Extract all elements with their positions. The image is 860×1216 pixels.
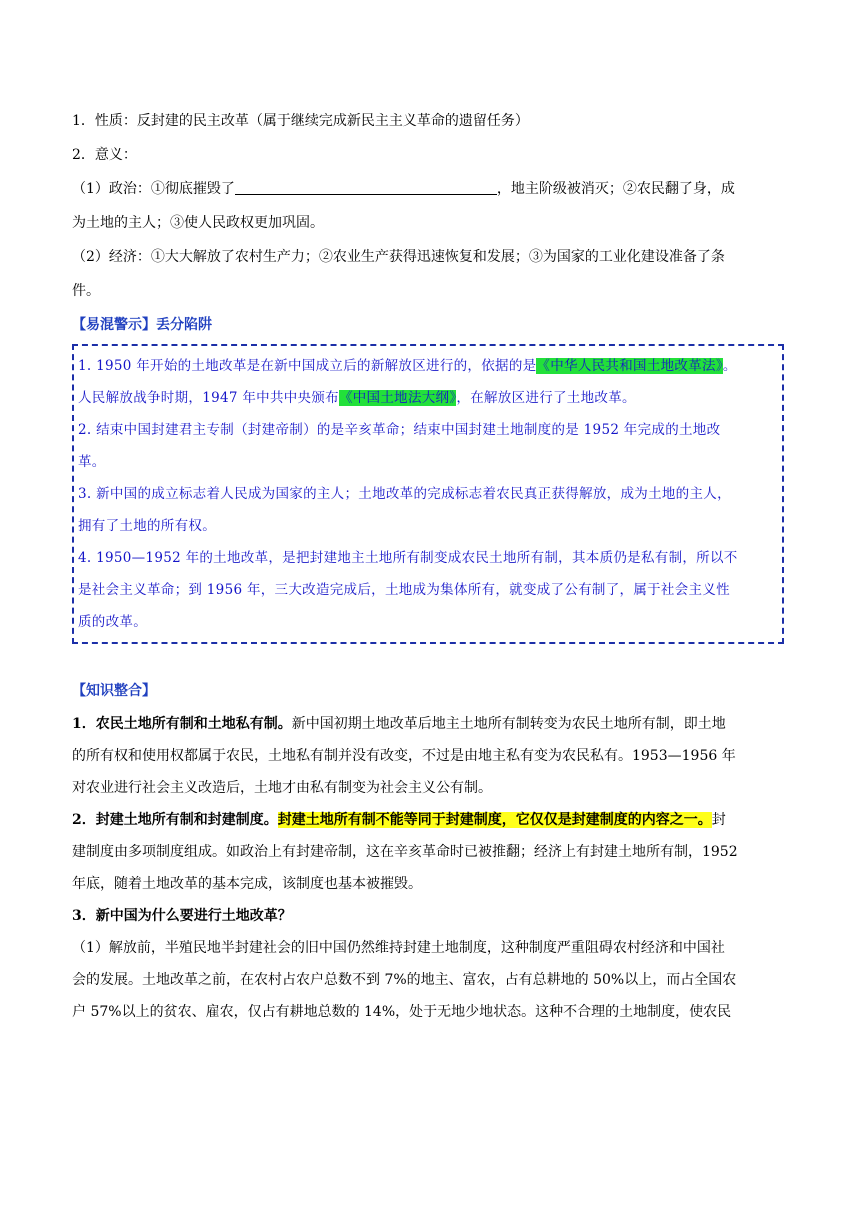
warning-item-4-cont2: 质的改革。 (78, 614, 147, 630)
fill-in-blank[interactable] (235, 178, 497, 195)
nature-line: 1．性质：反封建的民主改革（属于继续完成新民主主义革命的遗留任务） (72, 113, 529, 129)
warning-item-3: 3. 新中国的成立标志着人民成为国家的主人；土地改革的完成标志着农民真正获得解放，成为土地的主人， (78, 486, 731, 502)
document-page (72, 104, 788, 1028)
warning-item-2-cont: 革。 (78, 454, 106, 470)
knowledge-item-2-cont: 建制度由多项制度组成。如政治上有封建帝制，这在辛亥革命时已被推翻；经济上有封建土地所有制，1952 (72, 844, 738, 860)
economic-line: （2）经济：①大大解放了农村生产力；②农业生产获得迅速恢复和发展；③为国家的工业化建设准备了条 (72, 249, 725, 265)
land-reform-law-highlight: 《中华人民共和国土地改革法》 (536, 358, 723, 374)
knowledge-item-2-cont2: 年底，随着土地改革的基本完成，该制度也基本被摧毁。 (72, 876, 422, 892)
knowledge-item-2 (72, 804, 788, 836)
knowledge-item-1-text: 新中国初期土地改革后地主土地所有制转变为农民土地所有制，即土地 (291, 716, 726, 732)
warning-item-2: 2. 结束中国封建君主专制（封建帝制）的是辛亥革命；结束中国封建土地制度的是 1952 年完成的土地改 (78, 422, 721, 438)
knowledge-item-1-cont: 的所有权和使用权都属于农民，土地私有制并没有改变，不过是由地主私有变为农民私有。1953—1956 年 (72, 748, 736, 764)
knowledge-item-3-text: （1）解放前，半殖民地半封建社会的旧中国仍然维持封建土地制度，这种制度严重阻碍农村经济和中国社 (72, 940, 725, 956)
knowledge-item-3-cont2: 户 57%以上的贫农、雇农，仅占有耕地总数的 14%，处于无地少地状态。这种不合理的土地制度，使农民 (72, 1004, 732, 1020)
knowledge-item-2-text: 封 (711, 812, 726, 828)
warning-item-1-text: 1. 1950 年开始的土地改革是在新中国成立后的新解放区进行的，依据的是 (78, 358, 537, 374)
warning-item-1-text-c: 人民解放战争时期，1947 年中共中央颁布 (78, 390, 339, 406)
knowledge-item-1-heading: 1．农民土地所有制和土地私有制。 (72, 716, 292, 732)
spacer (72, 644, 788, 674)
warning-item-4-cont: 是社会主义革命；到 1956 年，三大改造完成后，土地成为集体所有，就变成了公有制了，属于社会主义性 (78, 582, 730, 598)
political-text-a: （1）政治：①彻底摧毁了 (72, 181, 235, 197)
significance-heading: 2．意义： (72, 147, 137, 163)
warning-item-1-end: 。 (722, 358, 737, 374)
political-line (72, 172, 788, 206)
warning-title: 【易混警示】丢分陷阱 (72, 317, 212, 333)
warning-item-1 (78, 350, 780, 382)
knowledge-item-1-cont2: 对农业进行社会主义改造后，土地才由私有制变为社会主义公有制。 (72, 780, 492, 796)
warning-item-1-text-d: ，在解放区进行了土地改革。 (456, 390, 636, 406)
economic-line-cont: 件。 (72, 283, 100, 299)
knowledge-item-3-heading: 3．新中国为什么要进行土地改革？ (72, 908, 292, 924)
knowledge-title: 【知识整合】 (72, 683, 156, 699)
knowledge-item-1 (72, 708, 788, 740)
warning-item-1-cont (78, 382, 780, 414)
political-text-b: ，地主阶级被消灭；②农民翻了身，成 (496, 181, 735, 197)
political-line-cont: 为土地的主人；③使人民政权更加巩固。 (72, 215, 324, 231)
warning-item-3-cont: 拥有了土地的所有权。 (78, 518, 216, 534)
knowledge-item-2-heading: 2．封建土地所有制和封建制度。 (72, 812, 278, 828)
knowledge-item-3-cont: 会的发展。土地改革之前，在农村占农户总数不到 7%的地主、富农，占有总耕地的 50%以上，而占全国农 (72, 972, 737, 988)
feudal-system-highlight: 封建土地所有制不能等同于封建制度，它仅仅是封建制度的内容之一。 (277, 812, 712, 828)
warning-item-4: 4. 1950—1952 年的土地改革，是把封建地主土地所有制变成农民土地所有制，其本质仍是私有制，所以不 (78, 550, 738, 566)
land-law-outline-highlight: 《中国土地法大纲》 (338, 390, 457, 406)
warning-box (72, 344, 784, 644)
